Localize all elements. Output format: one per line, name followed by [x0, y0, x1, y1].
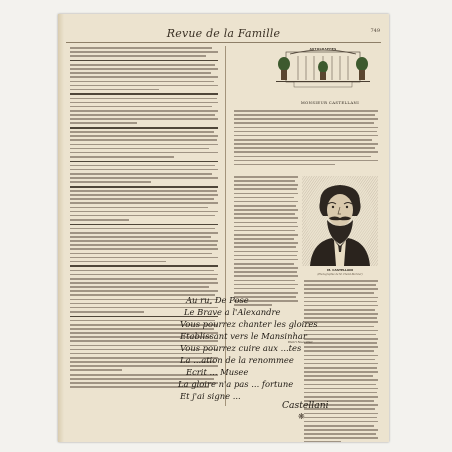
article-title: MONSIEUR CASTELLANI — [300, 100, 360, 105]
portrait-caption-credit: (Photographie de M. Chalot-Mercier) — [317, 273, 363, 276]
castellani-portrait — [302, 176, 378, 266]
autograph-signature: Castellani — [282, 400, 329, 410]
autograph-line: Et j'ai signe ... — [180, 391, 241, 401]
handwritten-autograph — [114, 292, 334, 410]
autograph-line: Ecrit ... Musee — [186, 367, 249, 377]
autograph-line: Au ru, De Pose — [186, 295, 249, 305]
autograph-line: Vous pourrez chanter les gloires — [180, 319, 318, 329]
portrait-caption-name: M. CASTELLANI — [327, 268, 353, 272]
header-rule — [66, 42, 381, 43]
right-column-upper-text — [234, 110, 378, 168]
vignette-label: AUTOGRAPHES — [309, 47, 337, 51]
page-header-title: Revue de la Famille — [166, 27, 281, 40]
article-signature: Henri Nuevillier. — [288, 340, 314, 344]
page-edge-shadow — [58, 14, 64, 442]
middle-column-text — [234, 176, 298, 309]
autograph-line: La ...ation de la renommee — [180, 355, 294, 365]
autograph-line: Vous pourrez cuire aux ...tes — [180, 343, 302, 353]
autographes-vignette — [276, 50, 370, 94]
autograph-line: Etablissant vers le Mansinhar — [180, 331, 307, 341]
autograph-line: La gloire n'a pas ... fortune — [178, 379, 294, 389]
autograph-line: Le Brave a l'Alexandre — [184, 307, 281, 317]
ornament-icon: ❋ — [298, 412, 305, 421]
page-number: 749 — [370, 28, 380, 34]
